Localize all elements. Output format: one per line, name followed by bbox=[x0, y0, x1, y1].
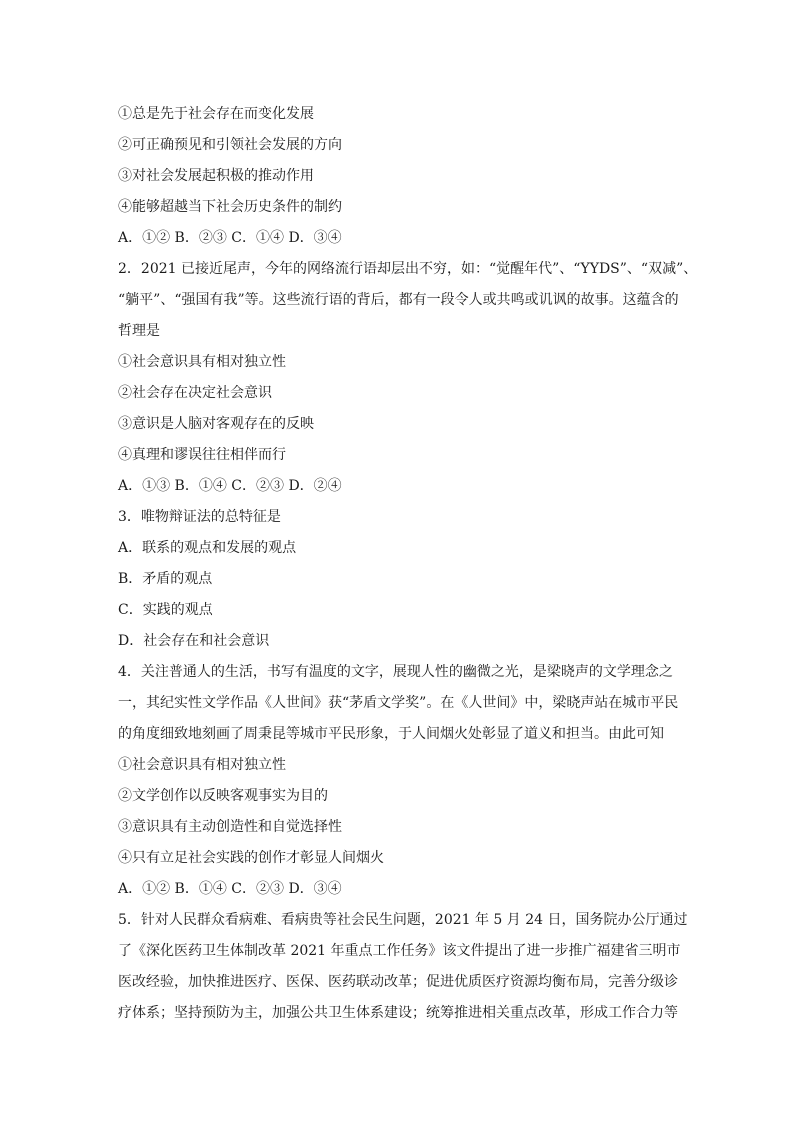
q4-answer-choices: A．①② B．①④ C．②③ D．③④ bbox=[118, 881, 342, 897]
q3-option-d: D．社会存在和社会意识 bbox=[118, 633, 270, 649]
q1-option-3: ③对社会发展起积极的推动作用 bbox=[118, 168, 314, 184]
q5-stem-line-1: 5．针对人民群众看病难、看病贵等社会民生问题，2021 年 5 月 24 日，国务院办公厅通过 bbox=[118, 912, 688, 928]
q5-stem-line-4: 疗体系；坚持预防为主，加强公共卫生体系建设；统筹推进相关重点改革，形成工作合力等 bbox=[118, 1005, 678, 1021]
q1-option-4: ④能够超越当下社会历史条件的制约 bbox=[118, 199, 342, 215]
q4-stem-line-3: 的角度细致地刻画了周秉昆等城市平民形象，于人间烟火处彰显了道义和担当。由此可知 bbox=[118, 726, 664, 742]
q2-stem-line-1: 2．2021 已接近尾声，今年的网络流行语却层出不穷，如：“觉醒年代”、“YYDS”、“双减”、 bbox=[118, 261, 698, 277]
q1-option-1: ①总是先于社会存在而变化发展 bbox=[118, 106, 314, 122]
q4-option-4: ④只有立足社会实践的创作才彰显人间烟火 bbox=[118, 850, 384, 866]
q2-option-2: ②社会存在决定社会意识 bbox=[118, 385, 272, 401]
q4-option-1: ①社会意识具有相对独立性 bbox=[118, 757, 286, 773]
q5-stem-line-3: 医改经验，加快推进医疗、医保、医药联动改革；促进优质医疗资源均衡布局，完善分级诊 bbox=[118, 974, 678, 990]
q4-stem-line-2: 一，其纪实性文学作品《人世间》获“茅盾文学奖”。在《人世间》中，梁晓声站在城市平民 bbox=[118, 695, 679, 711]
q2-option-4: ④真理和谬误往往相伴而行 bbox=[118, 447, 286, 463]
q1-answer-choices: A．①② B．②③ C．①④ D．③④ bbox=[118, 230, 342, 246]
q2-option-1: ①社会意识具有相对独立性 bbox=[118, 354, 286, 370]
q3-option-b: B．矛盾的观点 bbox=[118, 571, 213, 587]
q4-option-3: ③意识具有主动创造性和自觉选择性 bbox=[118, 819, 342, 835]
q4-option-2: ②文学创作以反映客观事实为目的 bbox=[118, 788, 328, 804]
q4-stem-line-1: 4．关注普通人的生活，书写有温度的文字，展现人性的幽微之光，是梁晓声的文学理念之 bbox=[118, 664, 673, 680]
q2-answer-choices: A．①③ B．①④ C．②③ D．②④ bbox=[118, 478, 342, 494]
q2-stem-line-3: 哲理是 bbox=[118, 323, 160, 339]
q2-option-3: ③意识是人脑对客观存在的反映 bbox=[118, 416, 314, 432]
q1-option-2: ②可正确预见和引领社会发展的方向 bbox=[118, 137, 342, 153]
q2-stem-line-2: “躺平”、“强国有我”等。这些流行语的背后，都有一段令人或共鸣或讥讽的故事。这蕴含的 bbox=[118, 292, 679, 308]
q3-option-a: A．联系的观点和发展的观点 bbox=[118, 540, 297, 556]
q3-stem: 3．唯物辩证法的总特征是 bbox=[118, 509, 281, 525]
document-page bbox=[118, 99, 698, 1029]
q3-option-c: C．实践的观点 bbox=[118, 602, 213, 618]
q5-stem-line-2: 了《深化医药卫生体制改革 2021 年重点工作任务》该文件提出了进一步推广福建省三明市 bbox=[118, 943, 681, 959]
